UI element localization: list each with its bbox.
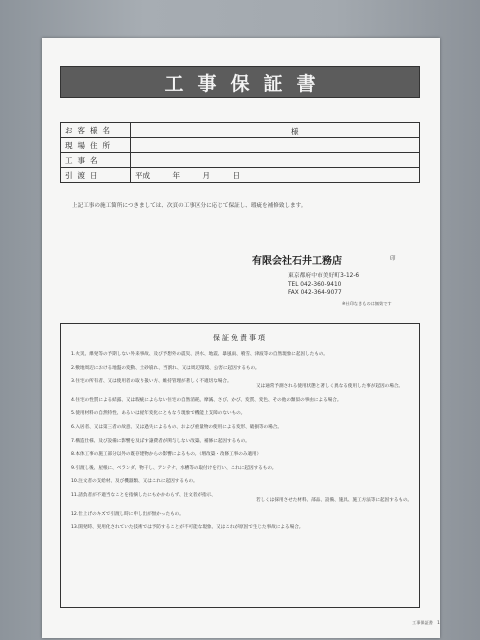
title-banner (60, 66, 420, 98)
table-row (61, 153, 420, 168)
exemption-text: 9.引渡し後、屋根に、ベランダ、物干し、アンテナ、水槽等の取付けを行い、これに起因するもの。 (71, 465, 277, 471)
company-address: 東京都府中市美好町3-12-6 (288, 273, 360, 279)
handover-date-label: 引渡日 (61, 168, 131, 183)
list-item (71, 493, 416, 504)
exemption-text: 13.開発時、実用化されていた技術では予防することが不可能な現象、又はこれが原因で生じた事故による場合。 (71, 525, 304, 531)
table-row (61, 138, 420, 153)
exemption-text: 11.請負者が不適当なことを指摘したにもかかわらず、注文者が指示、 (71, 492, 216, 498)
company-fax: FAX 042-364-9077 (288, 290, 342, 296)
list-item (71, 479, 416, 485)
table-row (61, 168, 420, 183)
list-item (71, 439, 416, 445)
seal-note: ※社印なきものは無効です (342, 301, 392, 306)
list-item (71, 466, 416, 472)
exemption-text: 12.仕上げのキズで引渡し時に申し出が無かったもの。 (71, 511, 184, 517)
seal-label: 印 (390, 256, 396, 262)
exemptions-list (71, 352, 416, 539)
list-item (71, 452, 416, 458)
page-footer: 工事保証書 1 (412, 620, 440, 625)
customer-name-label: お客様名 (61, 123, 131, 138)
exemption-text: 8.本体工事の施工部分以外の既存建物からの影響によるもの。（増改築・改修工事のみ適用） (71, 452, 262, 458)
construction-name-label: 工事名 (61, 153, 131, 168)
list-item (71, 352, 416, 358)
exemption-text: 3.住宅の所有者、又は使用者の取り扱い方、維持管理が著しく不適切な場合。 (71, 379, 232, 385)
list-item (71, 379, 416, 390)
exemption-text: 10.注文者の支給材、及び機器類、又はこれに起因するもの。 (71, 479, 198, 485)
exemption-text: 2.敷地周辺における地盤の変動、土砂崩れ、当割れ、又は周辺環境、公害に起因するもの。 (71, 365, 260, 371)
list-item (71, 398, 416, 404)
list-item (71, 512, 416, 518)
list-item (71, 411, 416, 417)
table-row (61, 123, 420, 138)
handover-date-value: 平成 年 月 日 (131, 168, 420, 183)
exemption-continuation: 若しくは採用させた材料、部品、設備、施具、施工方法等に起因するもの。 (256, 497, 413, 503)
company-name: 有限会社石井工務店 (252, 256, 342, 267)
company-tel: TEL 042-360-9410 (288, 281, 342, 288)
intro-text: 上記工事の施工箇所につきましては、次頁の工事区分に応じて保証し、瑕疵を補修致します。 (72, 203, 307, 209)
customer-info-table (60, 122, 420, 183)
exemption-text: 6.入居者、又は第三者の故意、又は過失によるもの、および重量物の使用による変形、破損等の場合。 (71, 424, 282, 430)
warranty-document (42, 38, 440, 638)
list-item (71, 425, 416, 431)
customer-name-value (131, 123, 420, 138)
company-address-block (288, 272, 359, 298)
document-title: 工事保証書 (164, 72, 330, 95)
exemptions-title: 保証免責事項 (213, 334, 267, 342)
exemption-text: 1.火災、爆発等の予期しない外来事故、及び予想外の震災、洪水、地震、暴風雨、噴雪、津波等の自然現象に起因したもの。 (71, 352, 328, 357)
exemption-text: 7.構造仕様、及び設備に影響を及ぼす譲費者が関与しない改築、補修に起因するもの。 (71, 438, 250, 444)
list-item (71, 525, 416, 531)
construction-name-value (131, 153, 420, 168)
site-address-label: 現場住所 (61, 138, 131, 153)
exemption-text: 4.住宅の性質による結露、又は瑕疵によらない住宅の自然消耗、摩滅、さび、かび、変質、変色、その他の類似の事由による場合。 (71, 397, 342, 403)
exemptions-box (60, 323, 420, 608)
list-item (71, 366, 416, 372)
exemption-continuation: 又は通常予測される使用状態と著しく異なる使用した事が起因の場合。 (256, 384, 404, 390)
honorific-label: 様 (291, 127, 299, 136)
site-address-value (131, 138, 420, 153)
exemption-text: 5.使用材料の自然特性、あるいは経年変化にともなう現象で機能上支障のないもの。 (71, 411, 246, 417)
